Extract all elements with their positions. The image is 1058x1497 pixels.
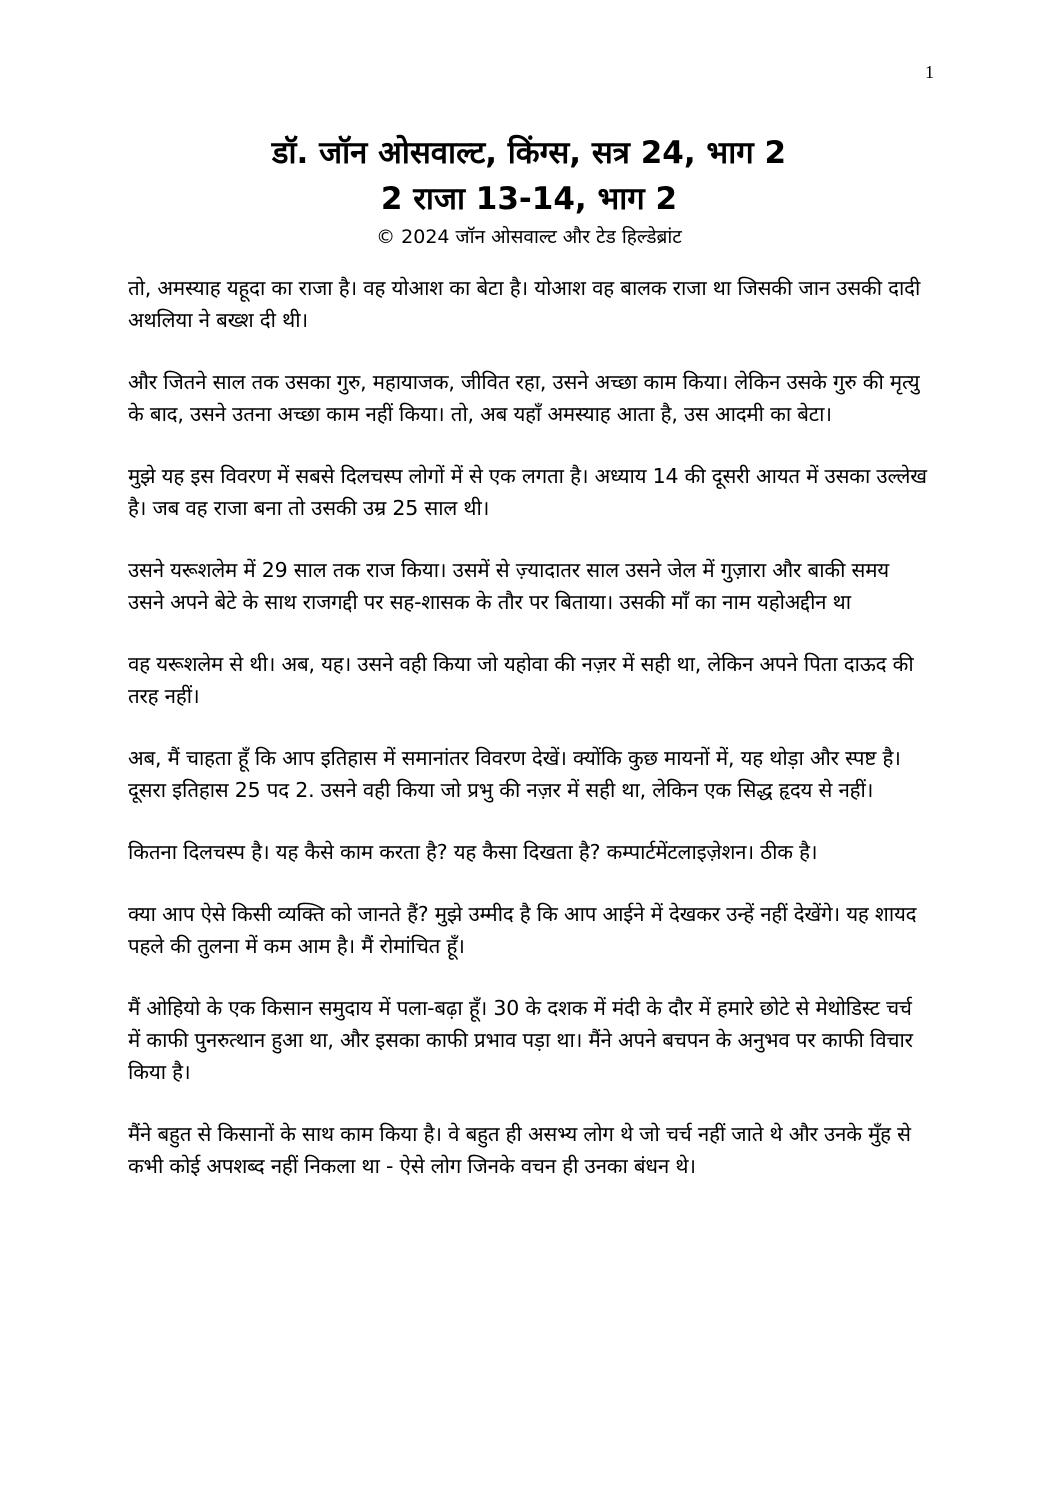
page-number: 1	[925, 62, 934, 82]
paragraph: तो, अमस्याह यहूदा का राजा है। वह योआश का बेटा है। योआश वह बालक राजा था जिसकी जान उसकी दादी अथलिया ने बख्श दी थी।	[128, 276, 921, 332]
paragraph: अब, मैं चाहता हूँ कि आप इतिहास में समानांतर विवरण देखें। क्योंकि कुछ मायनों में, यह थोड़ा और स्पष्ट है। दूसरा इतिहास 25 पद 2. उसने वही किया जो प्रभु की नज़र में सही था, लेकिन एक सिद्ध हृदय से नहीं।	[128, 746, 901, 802]
paragraph: मुझे यह इस विवरण में सबसे दिलचस्प लोगों में से एक लगता है। अध्याय 14 की दूसरी आयत में उसका उल्लेख है। जब वह राजा बना तो उसकी उम्र 25 साल थी।	[128, 464, 927, 520]
paragraph: क्या आप ऐसे किसी व्यक्ति को जानते हैं? मुझे उम्मीद है कि आप आईने में देखकर उन्हें नहीं देखेंगे। यह शायद पहले की तुलना में कम आम है। मैं रोमांचित हूँ।	[128, 902, 917, 958]
paragraph: मैंने बहुत से किसानों के साथ काम किया है। वे बहुत ही असभ्य लोग थे जो चर्च नहीं जाते थे और उनके मुँह से कभी कोई अपशब्द नहीं निकला था - ऐसे लोग जिनके वचन ही उनका बंधन थे।	[128, 1122, 911, 1178]
paragraph: मैं ओहियो के एक किसान समुदाय में पला-बढ़ा हूँ। 30 के दशक में मंदी के दौर में हमारे छोटे से मेथोडिस्ट चर्च में काफी पुनरुत्थान हुआ था, और इसका काफी प्रभाव पड़ा था। मैंने अपने बचपन के अनुभव पर काफी विचार किया है।	[128, 996, 913, 1084]
copyright-line: © 2024 जॉन ओसवाल्ट और टेड हिल्डेब्रांट	[376, 226, 682, 248]
paragraph: वह यरूशलेम से थी। अब, यह। उसने वही किया जो यहोवा की नज़र में सही था, लेकिन अपने पिता दाऊद की तरह नहीं।	[128, 652, 914, 708]
document-title: डॉ. जॉन ओसवाल्ट, किंग्स, सत्र 24, भाग 2	[271, 135, 787, 171]
paragraph: और जितने साल तक उसका गुरु, महायाजक, जीवित रहा, उसने अच्छा काम किया। लेकिन उसके गुरु की मृत्यु के बाद, उसने उतना अच्छा काम नहीं किया। तो, अब यहाँ अमस्याह आता है, उस आदमी का बेटा।	[128, 370, 920, 426]
paragraph: कितना दिलचस्प है। यह कैसे काम करता है? यह कैसा दिखता है? कम्पार्टमेंटलाइज़ेशन। ठीक है।	[128, 840, 818, 864]
document-header	[0, 130, 1058, 252]
document-body	[128, 272, 928, 1212]
paragraph: उसने यरूशलेम में 29 साल तक राज किया। उसमें से ज़्यादातर साल उसने जेल में गुज़ारा और बाकी समय उसने अपने बेटे के साथ राजगद्दी पर सह-शासक के तौर पर बिताया। उसकी माँ का नाम यहोअद्दीन था	[128, 558, 889, 614]
document-subtitle: 2 राजा 13-14, भाग 2	[380, 181, 678, 217]
